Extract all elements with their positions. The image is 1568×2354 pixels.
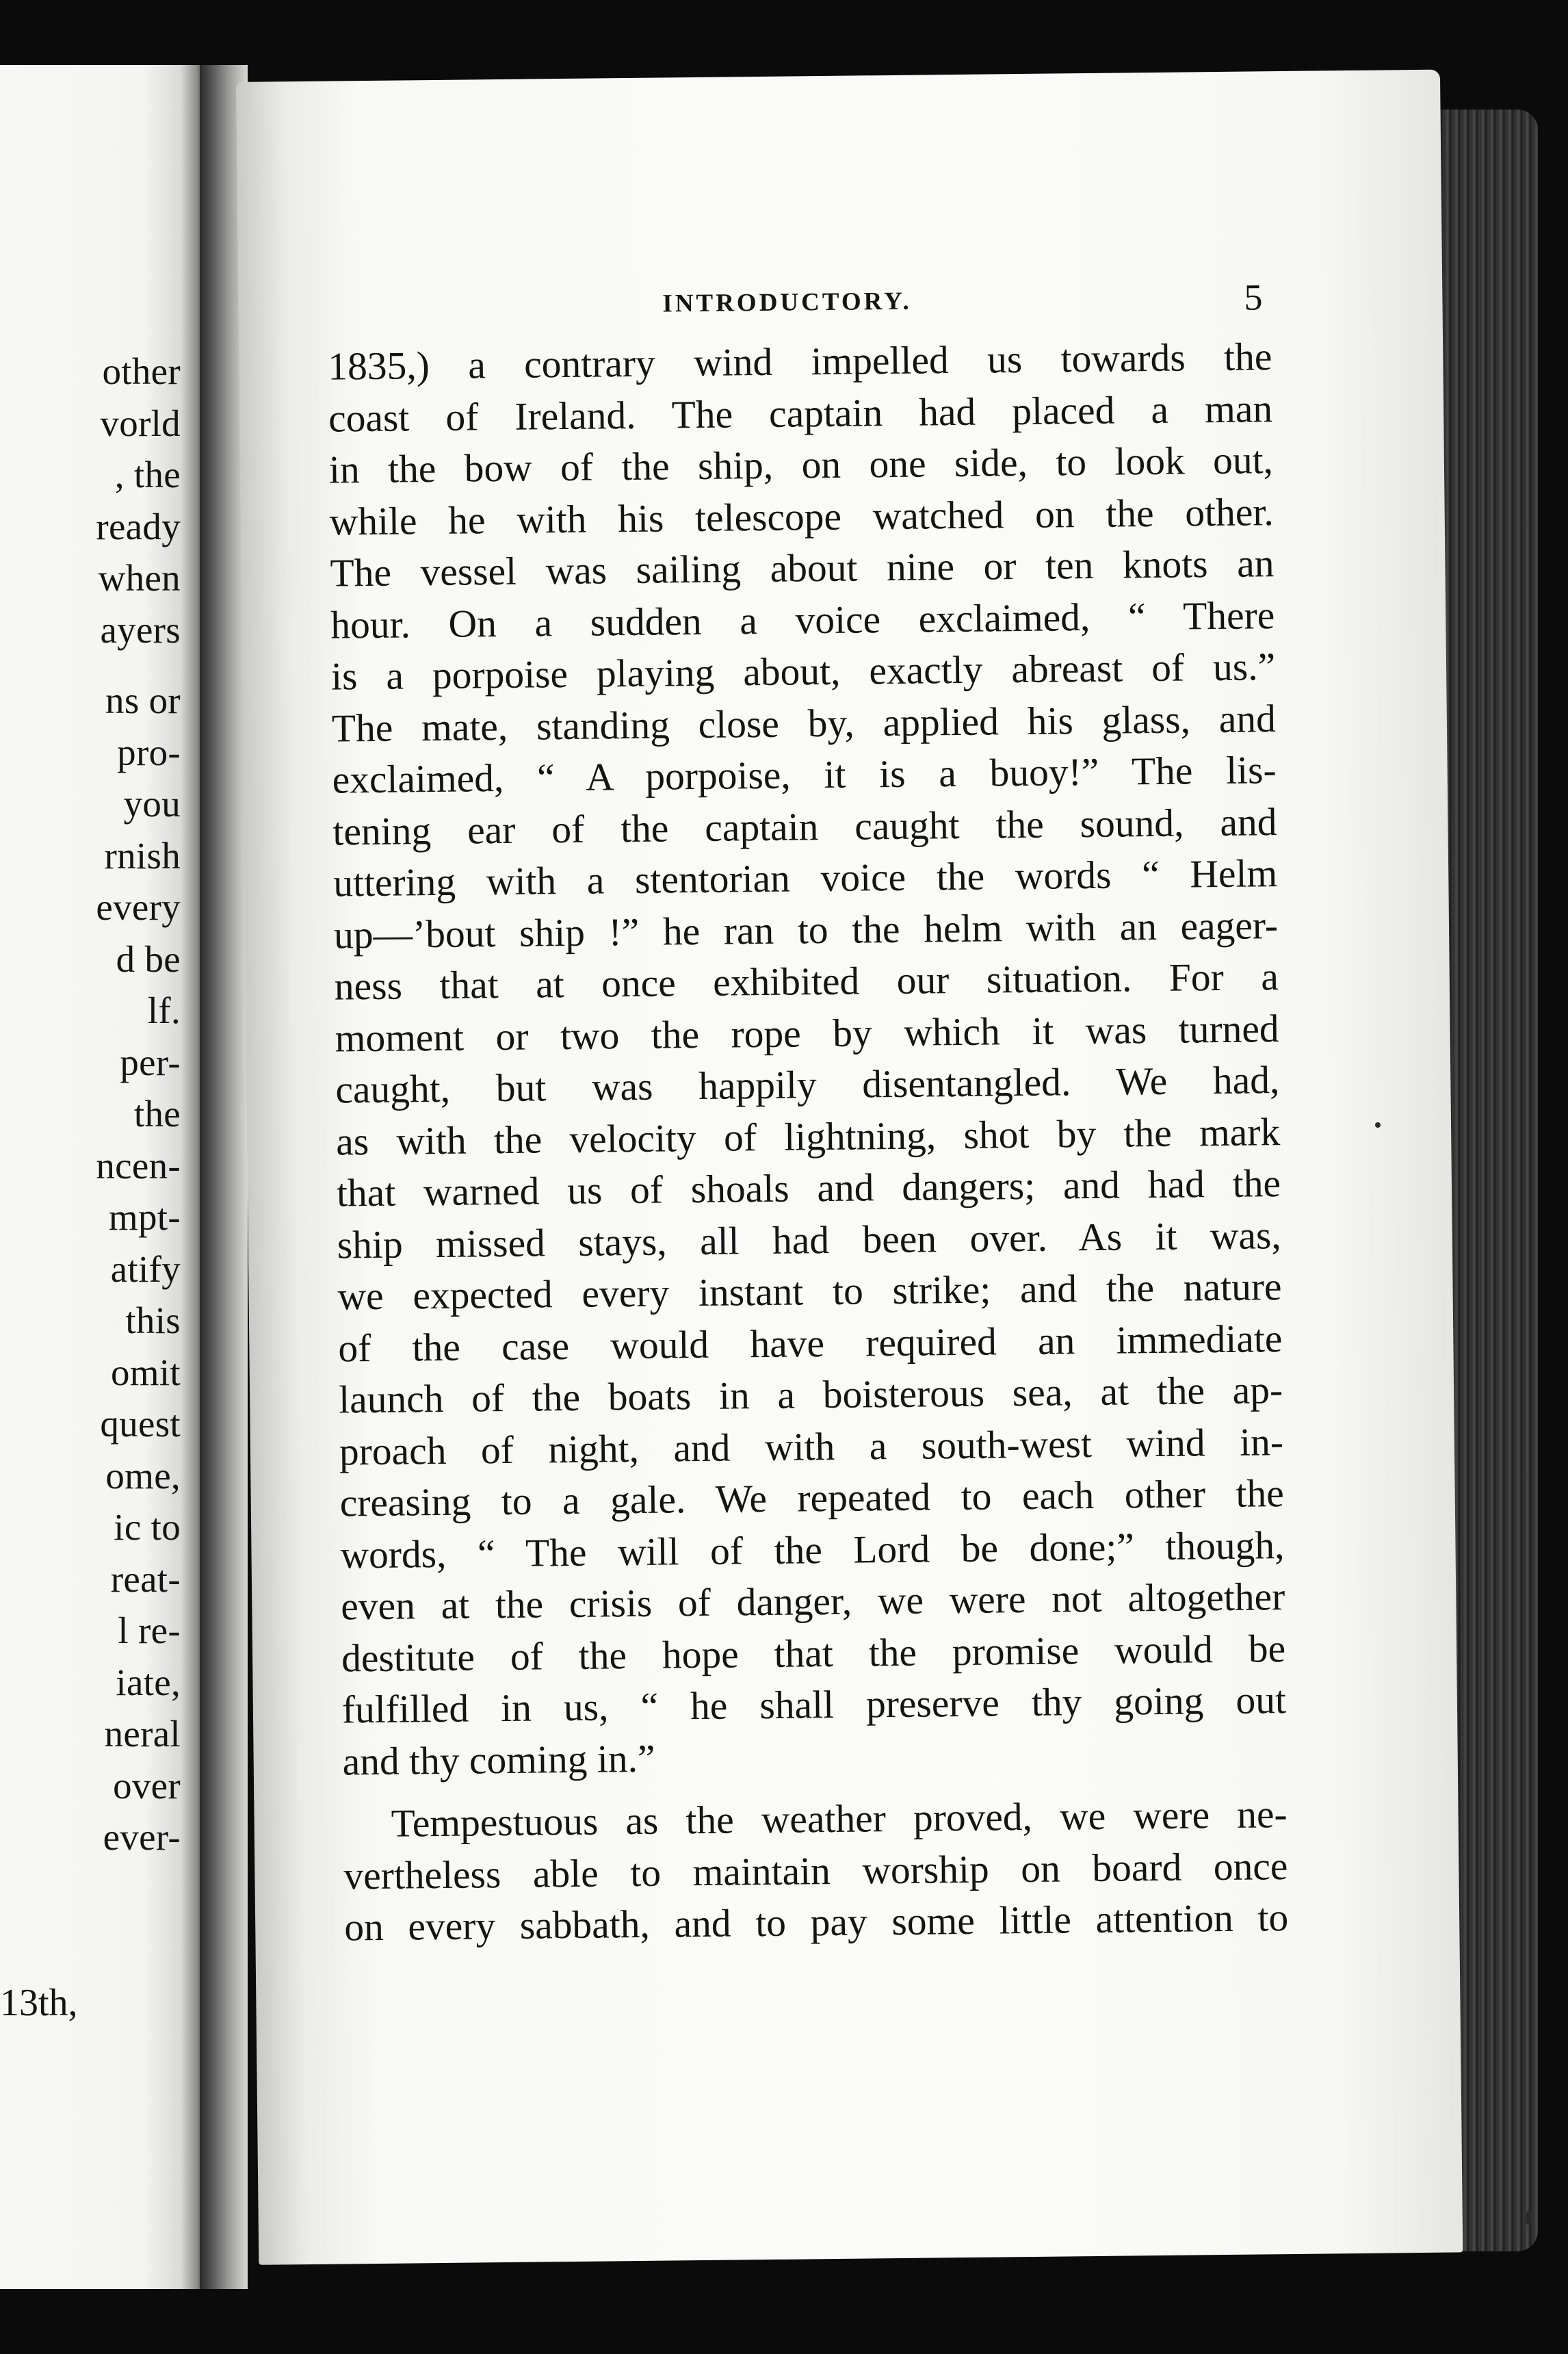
text-line: as with the velocity of lightning, shot by the mark [335,1110,1281,1164]
text-line: up—’bout ship !” he ran to the helm with an eager- [333,903,1279,957]
paragraph [343,1789,1288,1954]
scan-speck [1526,2210,1532,2225]
previous-page-line: when [98,557,181,599]
previous-page-line: iate, [116,1661,181,1703]
previous-page-line: reat- [110,1557,181,1600]
text-line: ship missed stays, all had been over. As it was, [337,1213,1282,1267]
previous-page-text [0,346,181,1863]
text-line: is a porpoise playing about, exactly abreast of us.” [330,645,1276,699]
book-page [236,70,1463,2265]
previous-page-line: over [113,1764,181,1807]
previous-page-line: you [123,783,181,825]
previous-page-line: d be [116,937,181,980]
text-line: caught, but was happily disentangled. We had, [335,1059,1280,1112]
previous-page-line: ns or [105,680,181,721]
previous-page-line: mpt- [108,1196,181,1238]
text-line: while he with his telescope watched on the other. [329,490,1274,544]
text-line: and thy coming in.” [342,1737,655,1784]
previous-page-line: ready [96,505,181,547]
text-line: exclaimed, “ A porpoise, it is a buoy!” The lis- [332,749,1277,802]
text-line: creasing to a gale. We repeated to each other the [339,1472,1285,1525]
previous-page-line: ic to [114,1506,181,1548]
text-line: launch of the boats in a boisterous sea, at the ap- [338,1369,1283,1422]
previous-page-line: l re- [118,1609,181,1651]
text-line: destitute of the hope that the promise would be [341,1627,1286,1681]
previous-page-footer-line: 13th, [0,1982,78,2024]
previous-page [0,65,205,2289]
text-line: The vessel was sailing about nine or ten knots an [330,542,1275,595]
text-line: proach of night, and with a south-west wind in- [339,1420,1284,1474]
previous-page-line: rnish [104,834,181,877]
text-line: on every sabbath, and to pay some little attention to [343,1896,1289,1950]
previous-page-line: ever- [103,1816,181,1858]
text-line: of the case would have required an immediate [338,1317,1283,1371]
text-line: fulfilled in us, “ he shall preserve thy going out [341,1679,1287,1732]
page-number: 5 [1244,276,1263,318]
previous-page-line: atify [110,1247,181,1290]
previous-page-line: this [125,1299,181,1341]
previous-page-line: lf. [147,990,181,1031]
text-line: coast of Ireland. The captain had placed a man [328,387,1273,441]
text-line: The mate, standing close by, applied his glass, and [331,697,1277,751]
previous-page-line: ome, [105,1454,181,1497]
text-line: we expected every instant to strike; and the nature [337,1265,1282,1319]
previous-page-line: , the [114,454,181,495]
previous-page-line: ayers [100,608,181,651]
body-text [328,331,1289,1954]
running-title: INTRODUCTORY. [662,287,912,318]
text-line: in the bow of the ship, on one side, to look out, [328,439,1274,492]
previous-page-line: pro- [117,731,181,773]
previous-page-line: vorld [100,402,181,444]
text-line: hour. On a sudden a voice exclaimed, “ There [330,593,1275,647]
previous-page-line: neral [104,1713,181,1755]
previous-page-line: omit [110,1351,181,1393]
text-line: moment or two the rope by which it was turned [335,1007,1279,1061]
text-line: 1835,) a contrary wind impelled us towards the [328,335,1272,389]
paragraph [328,331,1287,1787]
text-line: even at the crisis of danger, we were not altogether [341,1575,1285,1629]
previous-page-line: ncen- [96,1144,181,1187]
text-line: that warned us of shoals and dangers; and had the [336,1162,1281,1215]
previous-page-line: the [133,1093,181,1135]
previous-page-line: every [96,886,181,928]
text-line: words, “ The will of the Lord be done;” though, [340,1523,1285,1577]
running-head [238,272,1443,333]
previous-page-line: other [102,350,181,392]
text-line: vertheless able to maintain worship on board once [343,1844,1288,1898]
text-line: uttering with a stentorian voice the words “ Helm [332,852,1278,905]
text-line: ness that at once exhibited our situation. For a [334,955,1279,1009]
text-line: Tempestuous as the weather proved, we were ne- [391,1793,1288,1846]
previous-page-line: quest [100,1403,181,1445]
text-line: tening ear of the captain caught the sound, and [332,800,1277,854]
previous-page-line: per- [120,1041,181,1083]
scan-speck [1375,1122,1381,1128]
